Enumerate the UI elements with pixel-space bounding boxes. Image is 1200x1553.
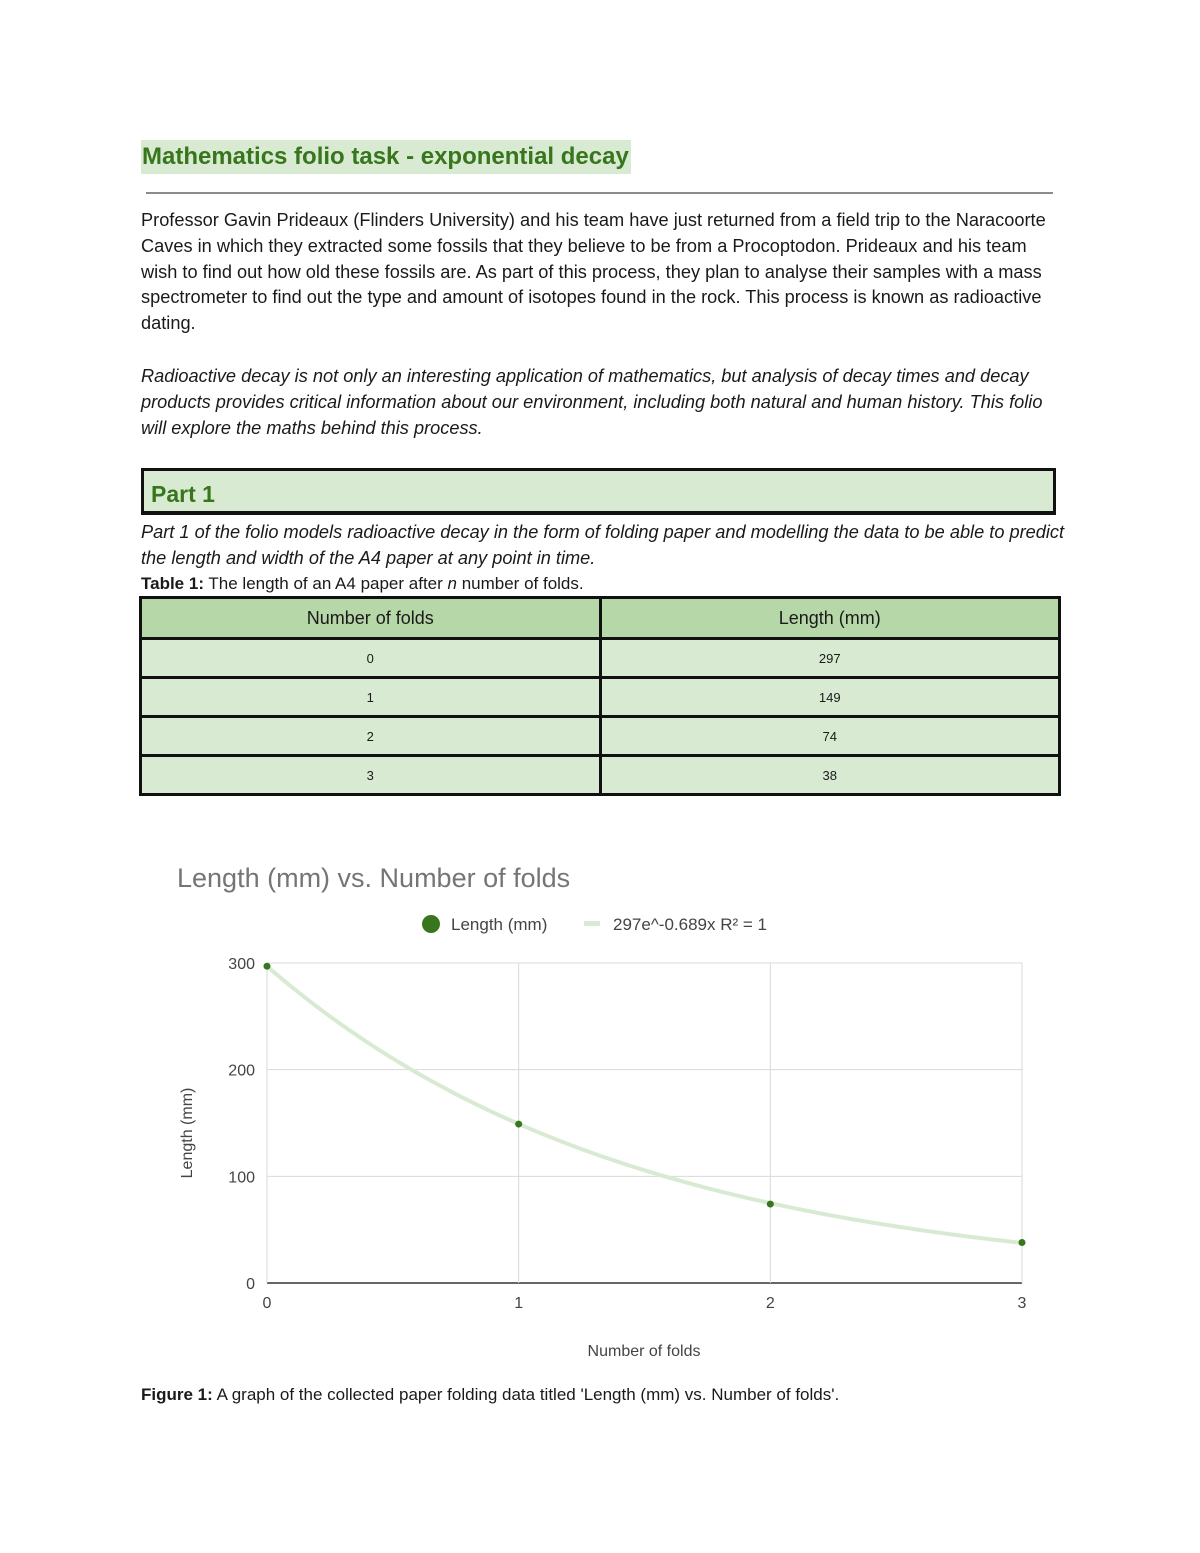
table-cell-length: 38	[600, 756, 1060, 795]
table-row	[141, 717, 1060, 756]
y-tick-label: 100	[228, 1169, 255, 1187]
table-caption-text-end: number of folds.	[456, 574, 584, 593]
y-tick-label: 300	[228, 956, 255, 973]
part-1-heading-box	[141, 468, 1056, 515]
part-1-heading: Part 1	[151, 481, 215, 507]
page-title: Mathematics folio task - exponential decay	[141, 140, 631, 174]
chart-title: Length (mm) vs. Number of folds	[177, 863, 571, 893]
x-tick-label: 1	[514, 1295, 524, 1312]
table-header-length: Length (mm)	[600, 598, 1060, 639]
legend-points-label: Length (mm)	[451, 915, 548, 934]
x-axis-label: Number of folds	[587, 1343, 701, 1360]
table-caption-variable: n	[447, 574, 457, 593]
data-point	[1019, 1239, 1026, 1246]
legend-trendline-label: 297e^-0.689x R² = 1	[613, 915, 767, 934]
table-row	[141, 639, 1060, 678]
table-row	[141, 678, 1060, 717]
chart-ticks	[228, 956, 1026, 1312]
table-caption	[141, 573, 584, 595]
y-tick-label: 200	[228, 1062, 255, 1080]
table-cell-length: 74	[600, 717, 1060, 756]
title-divider	[146, 192, 1053, 194]
table-caption-text: The length of an A4 paper after	[203, 574, 448, 593]
x-tick-label: 2	[765, 1295, 775, 1312]
legend-trendline-marker	[584, 921, 600, 926]
table-cell-folds: 0	[141, 639, 601, 678]
data-point	[515, 1121, 522, 1128]
figure-caption-label: Figure 1:	[141, 1385, 213, 1404]
legend-points-marker	[422, 915, 440, 933]
trendline	[267, 966, 1022, 1243]
chart-grid	[267, 963, 1022, 1283]
decay-chart	[160, 850, 1040, 1370]
y-axis-label: Length (mm)	[179, 1087, 196, 1179]
table-cell-length: 297	[600, 639, 1060, 678]
table-cell-folds: 3	[141, 756, 601, 795]
part-1-description: Part 1 of the folio models radioactive decay in the form of folding paper and modelling the data to be able to predict the length and width of the A4 paper at any point in time.	[141, 522, 1065, 568]
chart-legend	[422, 915, 767, 934]
table-cell-folds: 2	[141, 717, 601, 756]
intro-paragraph: Professor Gavin Prideaux (Flinders University) and his team have just returned from a field trip to the Naracoorte Caves in which they extracted some fossils that they believe to be from a Procoptodon. Prideaux and his team wish to find out how old these fossils are. As part of this process, they plan to analyse their samples with a mass spectrometer to find out the type and amount of isotopes found in the rock. This process is known as radioactive dating.	[141, 210, 1046, 334]
table-caption-label: Table 1:	[141, 574, 204, 593]
data-points	[264, 963, 1026, 1246]
table-header-row	[141, 598, 1060, 639]
data-table	[139, 596, 1061, 796]
table-row	[141, 756, 1060, 795]
figure-caption	[141, 1384, 839, 1406]
intro-italic-paragraph: Radioactive decay is not only an interesting application of mathematics, but analysis of decay times and decay products provides critical information about our environment, including both natural and human history. This folio will explore the maths behind this process.	[141, 366, 1043, 438]
figure-caption-text: A graph of the collected paper folding data titled 'Length (mm) vs. Number of folds'.	[212, 1385, 840, 1404]
table-cell-folds: 1	[141, 678, 601, 717]
x-tick-label: 3	[1017, 1295, 1027, 1312]
x-tick-label: 0	[262, 1295, 272, 1312]
y-tick-label: 0	[246, 1276, 255, 1293]
data-point	[264, 963, 271, 970]
table-header-folds: Number of folds	[141, 598, 601, 639]
data-point	[767, 1201, 774, 1208]
table-cell-length: 149	[600, 678, 1060, 717]
